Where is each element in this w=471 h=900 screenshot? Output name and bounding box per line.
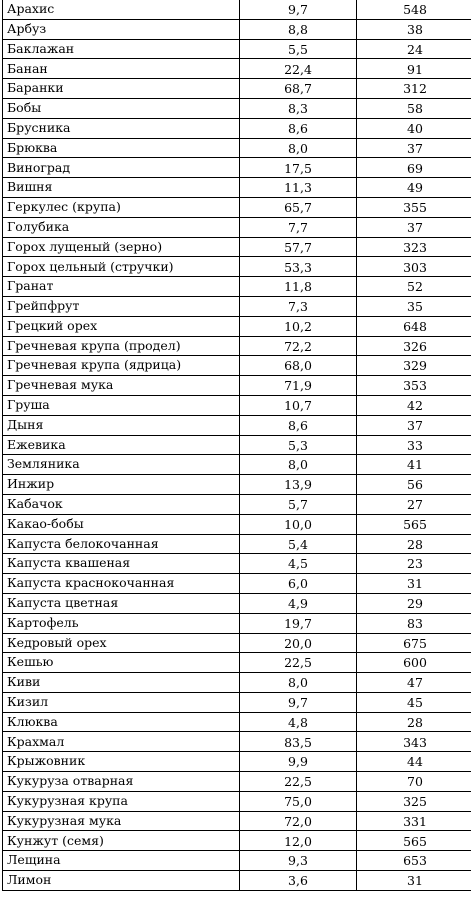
value-cell	[357, 613, 471, 633]
table-row	[3, 633, 471, 653]
table-row	[3, 356, 471, 376]
value-cell-text: 72,2	[284, 338, 312, 354]
table-row	[3, 79, 471, 99]
value-cell-text: 8,6	[288, 417, 308, 433]
value-cell-text: 5,4	[288, 536, 308, 552]
product-name-cell: Геркулес (крупа)	[3, 197, 240, 217]
table-row	[3, 376, 471, 396]
value-cell-text: 548	[403, 2, 427, 18]
value-cell-text: 37	[407, 140, 423, 156]
value-cell-text: 3,6	[288, 873, 308, 889]
table-row	[3, 772, 471, 792]
table-row	[3, 554, 471, 574]
product-name-cell: Горох цельный (стручки)	[3, 257, 240, 277]
value-cell	[357, 0, 471, 19]
value-cell-text: 6,0	[288, 576, 308, 592]
value-cell	[240, 831, 357, 851]
value-cell	[240, 415, 357, 435]
value-cell-text: 58	[407, 101, 423, 117]
value-cell	[357, 831, 471, 851]
table-row	[3, 316, 471, 336]
value-cell-text: 57,7	[284, 239, 312, 255]
product-name-cell: Кизил	[3, 692, 240, 712]
product-name-cell: Арбуз	[3, 19, 240, 39]
value-cell	[240, 296, 357, 316]
value-cell-text: 49	[407, 180, 423, 196]
value-cell	[357, 257, 471, 277]
table-row	[3, 0, 471, 19]
product-name-cell: Земляника	[3, 455, 240, 475]
value-cell-text: 326	[403, 338, 427, 354]
value-cell-text: 31	[407, 873, 423, 889]
value-cell	[240, 237, 357, 257]
value-cell-text: 40	[407, 120, 423, 136]
value-cell-text: 72,0	[284, 813, 312, 829]
value-cell-text: 355	[403, 200, 427, 216]
value-cell-text: 28	[407, 536, 423, 552]
value-cell	[240, 871, 357, 891]
value-cell	[240, 732, 357, 752]
table-row	[3, 494, 471, 514]
product-name-cell: Капуста квашеная	[3, 554, 240, 574]
value-cell-text: 8,8	[288, 21, 308, 37]
product-name-cell: Дыня	[3, 415, 240, 435]
value-cell	[357, 277, 471, 297]
value-cell-text: 69	[407, 160, 423, 176]
value-cell-text: 28	[407, 714, 423, 730]
value-cell	[240, 158, 357, 178]
table-row	[3, 257, 471, 277]
product-name-cell: Кедровый орех	[3, 633, 240, 653]
value-cell	[240, 791, 357, 811]
value-cell	[357, 791, 471, 811]
value-cell-text: 329	[403, 358, 427, 374]
value-cell	[357, 197, 471, 217]
product-name-cell: Кукуруза отварная	[3, 772, 240, 792]
value-cell-text: 33	[407, 437, 423, 453]
value-cell	[357, 79, 471, 99]
value-cell-text: 38	[407, 21, 423, 37]
value-cell-text: 13,9	[284, 477, 312, 493]
value-cell-text: 68,0	[284, 358, 312, 374]
value-cell-text: 565	[403, 516, 427, 532]
value-cell	[240, 613, 357, 633]
value-cell-text: 9,9	[288, 754, 308, 770]
value-cell-text: 31	[407, 576, 423, 592]
value-cell-text: 600	[403, 655, 427, 671]
table-row	[3, 336, 471, 356]
table-row	[3, 831, 471, 851]
value-cell-text: 23	[407, 556, 423, 572]
value-cell	[357, 871, 471, 891]
table-row	[3, 59, 471, 79]
value-cell-text: 75,0	[284, 794, 312, 810]
value-cell	[357, 98, 471, 118]
product-name-cell: Голубика	[3, 217, 240, 237]
value-cell-text: 9,7	[288, 695, 308, 711]
table-row	[3, 475, 471, 495]
value-cell-text: 45	[407, 695, 423, 711]
value-cell	[240, 673, 357, 693]
product-name-cell: Гранат	[3, 277, 240, 297]
table-row	[3, 712, 471, 732]
product-name-cell: Кабачок	[3, 494, 240, 514]
product-name-cell: Крыжовник	[3, 752, 240, 772]
product-name-cell: Инжир	[3, 475, 240, 495]
value-cell-text: 9,3	[288, 853, 308, 869]
product-name-cell: Баранки	[3, 79, 240, 99]
value-cell-text: 47	[407, 675, 423, 691]
value-cell-text: 8,0	[288, 457, 308, 473]
value-cell-text: 44	[407, 754, 423, 770]
product-name-cell: Картофель	[3, 613, 240, 633]
value-cell	[240, 514, 357, 534]
table-row	[3, 118, 471, 138]
value-cell	[357, 178, 471, 198]
value-cell-text: 41	[407, 457, 423, 473]
value-cell	[357, 217, 471, 237]
table-row	[3, 732, 471, 752]
product-name-cell: Лещина	[3, 851, 240, 871]
value-cell	[357, 851, 471, 871]
table-row	[3, 39, 471, 59]
value-cell-text: 565	[403, 833, 427, 849]
value-cell-text: 8,0	[288, 140, 308, 156]
table-row	[3, 415, 471, 435]
product-name-cell: Гречневая мука	[3, 376, 240, 396]
product-name-cell: Брусника	[3, 118, 240, 138]
product-name-cell: Бобы	[3, 98, 240, 118]
value-cell	[357, 574, 471, 594]
value-cell	[240, 98, 357, 118]
value-cell	[357, 435, 471, 455]
product-name-cell: Крахмал	[3, 732, 240, 752]
value-cell	[357, 39, 471, 59]
product-name-cell: Вишня	[3, 178, 240, 198]
value-cell	[240, 277, 357, 297]
table-row	[3, 237, 471, 257]
value-cell-text: 35	[407, 299, 423, 315]
value-cell	[357, 633, 471, 653]
value-cell-text: 37	[407, 417, 423, 433]
value-cell-text: 68,7	[284, 81, 312, 97]
table-row	[3, 158, 471, 178]
value-cell-text: 8,3	[288, 101, 308, 117]
value-cell-text: 70	[407, 774, 423, 790]
value-cell	[240, 336, 357, 356]
value-cell	[357, 415, 471, 435]
product-name-cell: Киви	[3, 673, 240, 693]
value-cell	[357, 376, 471, 396]
value-cell-text: 5,5	[288, 41, 308, 57]
table-row	[3, 217, 471, 237]
table-row	[3, 395, 471, 415]
table-row	[3, 673, 471, 693]
value-cell	[240, 435, 357, 455]
table-row	[3, 574, 471, 594]
value-cell	[357, 316, 471, 336]
table-row	[3, 455, 471, 475]
value-cell	[240, 772, 357, 792]
value-cell	[240, 316, 357, 336]
table-row	[3, 851, 471, 871]
value-cell	[240, 692, 357, 712]
value-cell-text: 91	[407, 61, 423, 77]
value-cell	[357, 712, 471, 732]
value-cell	[357, 514, 471, 534]
product-name-cell: Виноград	[3, 158, 240, 178]
table-row	[3, 811, 471, 831]
value-cell	[357, 692, 471, 712]
value-cell-text: 53,3	[284, 259, 312, 275]
value-cell-text: 4,5	[288, 556, 308, 572]
value-cell	[240, 534, 357, 554]
table-row	[3, 435, 471, 455]
value-cell	[240, 475, 357, 495]
value-cell-text: 325	[403, 794, 427, 810]
value-cell-text: 353	[403, 378, 427, 394]
value-cell	[357, 673, 471, 693]
value-cell-text: 42	[407, 398, 423, 414]
value-cell	[357, 158, 471, 178]
value-cell	[240, 178, 357, 198]
value-cell-text: 8,0	[288, 675, 308, 691]
value-cell-text: 27	[407, 497, 423, 513]
value-cell-text: 24	[407, 41, 423, 57]
value-cell-text: 4,9	[288, 596, 308, 612]
value-cell-text: 8,6	[288, 120, 308, 136]
value-cell	[357, 237, 471, 257]
value-cell-text: 9,7	[288, 2, 308, 18]
product-name-cell: Ежевика	[3, 435, 240, 455]
product-name-cell: Клюква	[3, 712, 240, 732]
value-cell	[357, 19, 471, 39]
value-cell	[240, 59, 357, 79]
value-cell	[240, 811, 357, 831]
value-cell-text: 303	[403, 259, 427, 275]
value-cell-text: 10,0	[284, 516, 312, 532]
product-name-cell: Брюква	[3, 138, 240, 158]
value-cell	[357, 475, 471, 495]
value-cell-text: 12,0	[284, 833, 312, 849]
value-cell	[240, 79, 357, 99]
value-cell	[357, 554, 471, 574]
product-name-cell: Капуста цветная	[3, 593, 240, 613]
value-cell-text: 648	[403, 318, 427, 334]
value-cell	[240, 376, 357, 396]
value-cell	[357, 732, 471, 752]
value-cell-text: 22,4	[284, 61, 312, 77]
table-row	[3, 98, 471, 118]
value-cell	[357, 296, 471, 316]
value-cell	[240, 39, 357, 59]
product-name-cell: Кешью	[3, 653, 240, 673]
product-name-cell: Банан	[3, 59, 240, 79]
value-cell	[357, 534, 471, 554]
value-cell	[357, 811, 471, 831]
table-row	[3, 752, 471, 772]
product-name-cell: Кунжут (семя)	[3, 831, 240, 851]
food-table	[2, 0, 471, 891]
value-cell	[357, 336, 471, 356]
product-name-cell: Какао-бобы	[3, 514, 240, 534]
value-cell-text: 10,2	[284, 318, 312, 334]
table-row	[3, 19, 471, 39]
value-cell-text: 312	[403, 81, 427, 97]
value-cell	[240, 19, 357, 39]
value-cell	[357, 593, 471, 613]
value-cell-text: 653	[403, 853, 427, 869]
value-cell-text: 5,3	[288, 437, 308, 453]
value-cell	[240, 138, 357, 158]
value-cell	[357, 653, 471, 673]
table-row	[3, 514, 471, 534]
value-cell	[240, 494, 357, 514]
value-cell-text: 19,7	[284, 615, 312, 631]
value-cell-text: 29	[407, 596, 423, 612]
value-cell	[240, 118, 357, 138]
table-row	[3, 613, 471, 633]
value-cell-text: 323	[403, 239, 427, 255]
value-cell	[240, 395, 357, 415]
value-cell-text: 71,9	[284, 378, 312, 394]
product-name-cell: Капуста белокочанная	[3, 534, 240, 554]
value-cell	[240, 574, 357, 594]
table-row	[3, 277, 471, 297]
value-cell-text: 20,0	[284, 635, 312, 651]
product-name-cell: Грецкий орех	[3, 316, 240, 336]
value-cell	[240, 593, 357, 613]
value-cell-text: 22,5	[284, 655, 312, 671]
value-cell	[240, 455, 357, 475]
value-cell-text: 675	[403, 635, 427, 651]
table-row	[3, 197, 471, 217]
product-name-cell: Капуста краснокочанная	[3, 574, 240, 594]
value-cell-text: 37	[407, 219, 423, 235]
value-cell	[240, 217, 357, 237]
value-cell-text: 56	[407, 477, 423, 493]
product-name-cell: Кукурузная мука	[3, 811, 240, 831]
table-row	[3, 692, 471, 712]
table-row	[3, 653, 471, 673]
product-name-cell: Гречневая крупа (продел)	[3, 336, 240, 356]
value-cell	[357, 138, 471, 158]
value-cell	[357, 395, 471, 415]
product-name-cell: Арахис	[3, 0, 240, 19]
value-cell	[357, 752, 471, 772]
value-cell-text: 331	[403, 813, 427, 829]
product-name-cell: Груша	[3, 395, 240, 415]
value-cell-text: 52	[407, 279, 423, 295]
value-cell-text: 5,7	[288, 497, 308, 513]
value-cell-text: 7,3	[288, 299, 308, 315]
value-cell	[240, 653, 357, 673]
product-name-cell: Гречневая крупа (ядрица)	[3, 356, 240, 376]
value-cell	[357, 772, 471, 792]
product-name-cell: Лимон	[3, 871, 240, 891]
value-cell-text: 83	[407, 615, 423, 631]
value-cell	[240, 257, 357, 277]
table-row	[3, 593, 471, 613]
value-cell	[240, 752, 357, 772]
value-cell-text: 83,5	[284, 734, 312, 750]
value-cell	[240, 0, 357, 19]
product-name-cell: Горох лущеный (зерно)	[3, 237, 240, 257]
value-cell	[357, 118, 471, 138]
value-cell-text: 343	[403, 734, 427, 750]
table-row	[3, 178, 471, 198]
product-name-cell: Кукурузная крупа	[3, 791, 240, 811]
value-cell	[240, 356, 357, 376]
value-cell-text: 7,7	[288, 219, 308, 235]
value-cell-text: 4,8	[288, 714, 308, 730]
value-cell	[240, 197, 357, 217]
value-cell-text: 17,5	[284, 160, 312, 176]
value-cell	[240, 851, 357, 871]
value-cell-text: 65,7	[284, 200, 312, 216]
product-name-cell: Баклажан	[3, 39, 240, 59]
table-body	[3, 0, 471, 890]
product-name-cell: Грейпфрут	[3, 296, 240, 316]
table-row	[3, 296, 471, 316]
value-cell-text: 11,3	[284, 180, 312, 196]
table-row	[3, 791, 471, 811]
value-cell	[240, 554, 357, 574]
value-cell-text: 10,7	[284, 398, 312, 414]
table-row	[3, 534, 471, 554]
value-cell	[357, 494, 471, 514]
value-cell	[357, 59, 471, 79]
value-cell	[357, 356, 471, 376]
value-cell	[240, 712, 357, 732]
table-row	[3, 871, 471, 891]
value-cell	[240, 633, 357, 653]
value-cell-text: 22,5	[284, 774, 312, 790]
value-cell-text: 11,8	[284, 279, 312, 295]
table-row	[3, 138, 471, 158]
value-cell	[357, 455, 471, 475]
